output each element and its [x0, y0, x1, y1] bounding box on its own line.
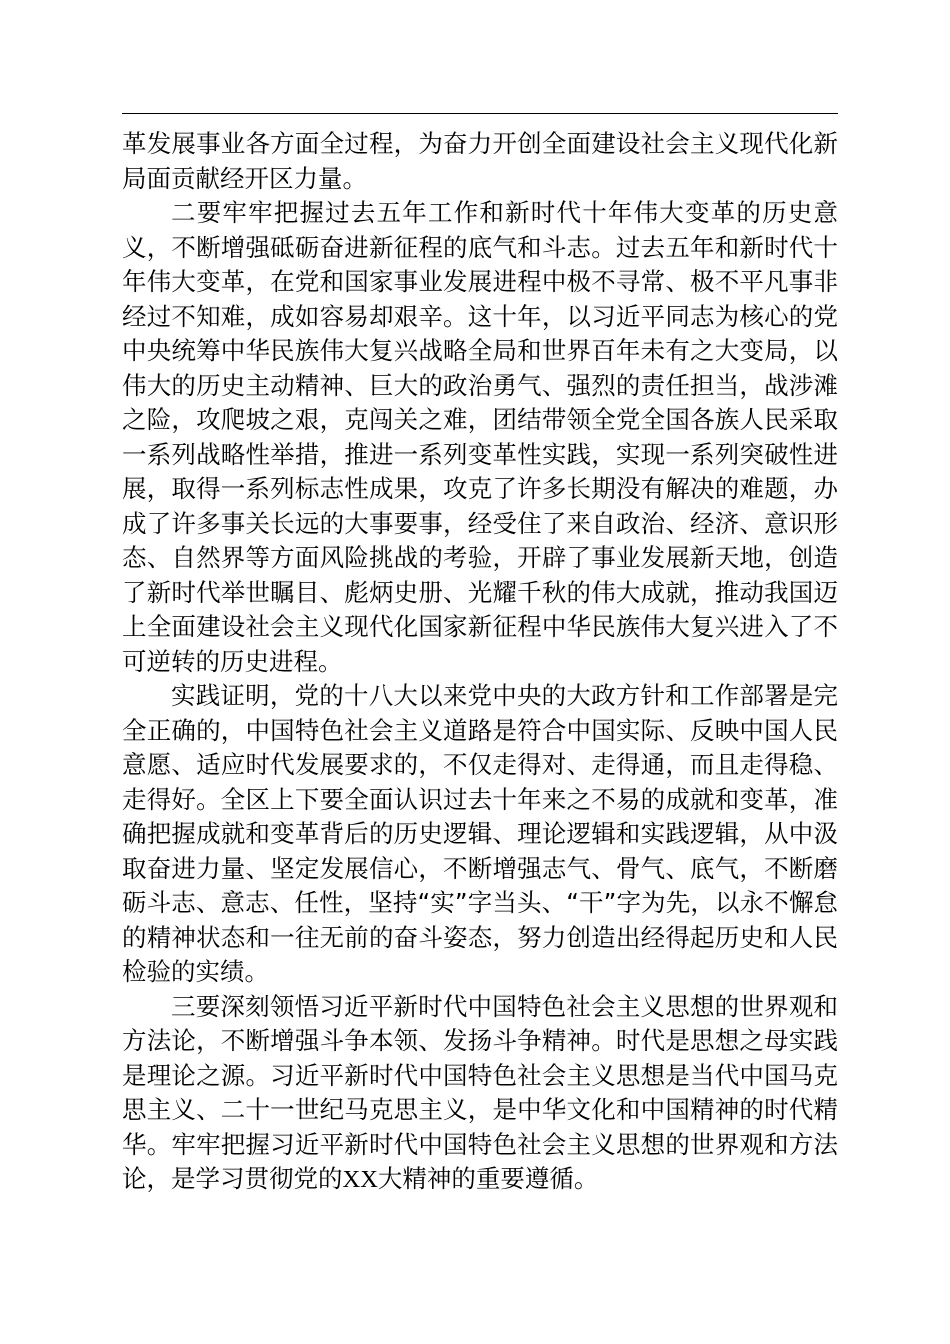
- paragraph-historic-significance: 二要牢牢把握过去五年工作和新时代十年伟大变革的历史意义，不断增强砥砺奋进新征程的底气和斗志。过去五年和新时代十年伟大变革，在党和国家事业发展进程中极不寻常、极不平凡事非经过不知难，成如容易却艰辛。这十年，以习近平同志为核心的党中央统筹中华民族伟大复兴战略全局和世界百年未有之大变局，以伟大的历史主动精神、巨大的政治勇气、强烈的责任担当，战涉滩之险，攻爬坡之艰，克闯关之难，团结带领全党全国各族人民采取一系列战略性举措，推进一系列变革性实践，实现一系列突破性进展，取得一系列标志性成果，攻克了许多长期没有解决的难题，办成了许多事关长远的大事要事，经受住了来自政治、经济、意识形态、自然界等方面风险挑战的考验，开辟了事业发展新天地，创造了新时代举世瞩目、彪炳史册、光耀千秋的伟大成就，推动我国迈上全面建设社会主义现代化国家新征程中华民族伟大复兴进入了不可逆转的历史进程。: [122, 198, 838, 676]
- paragraph-continuation: 革发展事业各方面全过程，为奋力开创全面建设社会主义现代化新局面贡献经开区力量。: [122, 129, 838, 193]
- paragraph-text-before: 三要深刻领悟习近平新时代中国特色社会主义思想的世界观和方法论，不断增强斗争本领、发扬斗争精神。时代是思想之母实践是理论之源。习近平新时代中国特色社会主义思想是当代中国马克思主义、二十一世纪马克思主义，是中华文化和中国精神的时代精华。牢牢把握习近平新时代中国特色社会主义思想的世界观和方法论，是学习贯彻党的: [122, 991, 838, 1193]
- paragraph-worldview-methodology: [122, 990, 838, 1198]
- paragraph-text-after: 大精神的重要遵循。: [377, 1164, 599, 1193]
- header-rule: [122, 113, 838, 114]
- congress-number-placeholder: XX: [342, 1166, 378, 1193]
- paragraph-practice-proves: 实践证明，党的十八大以来党中央的大政方针和工作部署是完全正确的，中国特色社会主义道路是符合中国实际、反映中国人民意愿、适应时代发展要求的，不仅走得对、走得通，而且走得稳、走得好。全区上下要全面认识过去十年来之不易的成就和变革，准确把握成就和变革背后的历史逻辑、理论逻辑和实践逻辑，从中汲取奋进力量、坚定发展信心，不断增强志气、骨气、底气，不断磨砺斗志、意志、任性，坚持“实”字当头、“干”字为先，以永不懈怠的精神状态和一往无前的奋斗姿态，努力创造出经得起历史和人民检验的实绩。: [122, 681, 838, 986]
- document-body: [122, 127, 838, 1198]
